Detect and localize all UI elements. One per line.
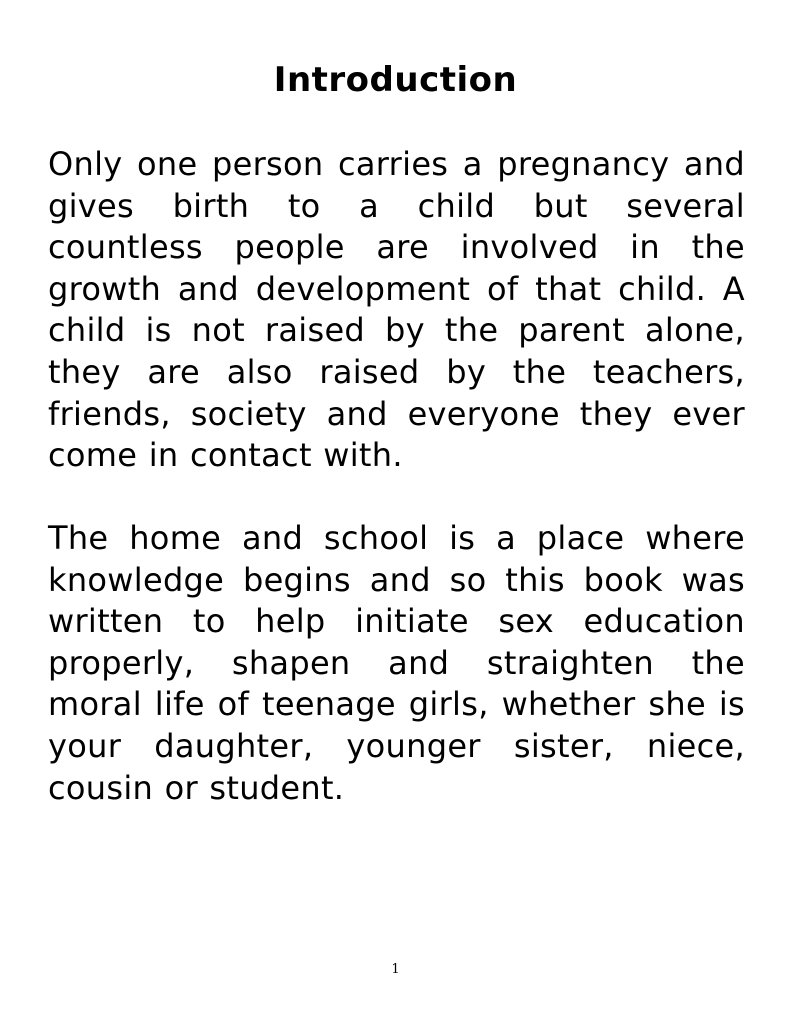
page-title: Introduction bbox=[273, 60, 518, 100]
intro-paragraph-1: Only one person carries a pregnancy and gives birth to a child but several countless people are involved in the growth and development of that child. A child is not raised by the parent alone, they are also raised by the teachers, friends, society and everyone they ever come in contact with. bbox=[48, 145, 745, 475]
intro-paragraph-2: The home and school is a place where knowledge begins and so this book was written to help initiate sex education properly, shapen and straighten the moral life of teenage girls, whether she is your daughter, younger sister, niece, cousin or student. bbox=[48, 519, 745, 807]
page-number: 1 bbox=[391, 962, 400, 977]
